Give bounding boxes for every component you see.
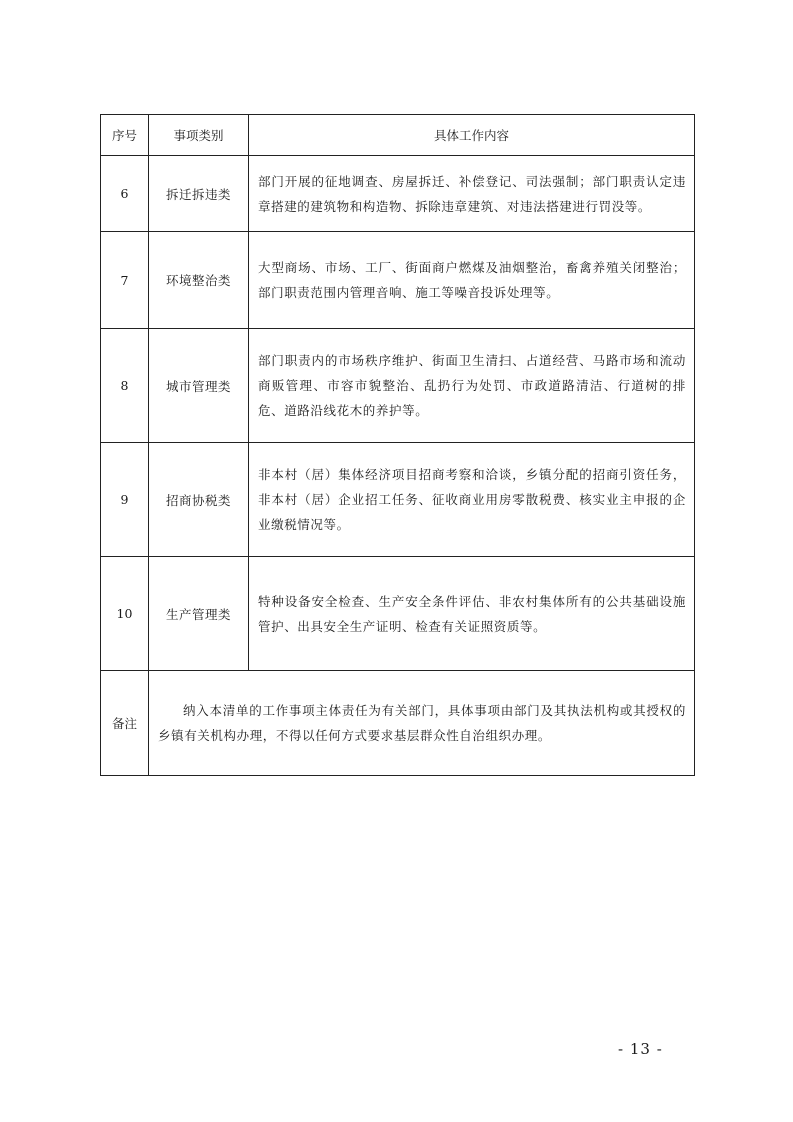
note-label: 备注 <box>101 671 149 776</box>
header-content: 具体工作内容 <box>249 115 695 156</box>
row-num: 8 <box>101 329 149 443</box>
header-num: 序号 <box>101 115 149 156</box>
row-category: 城市管理类 <box>149 329 249 443</box>
table-row <box>101 156 695 232</box>
header-category: 事项类别 <box>149 115 249 156</box>
table-row <box>101 557 695 671</box>
note-row <box>101 671 695 776</box>
table-row <box>101 329 695 443</box>
row-content: 非本村（居）集体经济项目招商考察和洽谈，乡镇分配的招商引资任务，非本村（居）企业招工任务、征收商业用房零散税费、核实业主申报的企业缴税情况等。 <box>249 443 695 557</box>
row-content: 部门开展的征地调查、房屋拆迁、补偿登记、司法强制；部门职责认定违章搭建的建筑物和构造物、拆除违章建筑、对违法搭建进行罚没等。 <box>249 156 695 232</box>
table-header-row <box>101 115 695 156</box>
note-content: 纳入本清单的工作事项主体责任为有关部门，具体事项由部门及其执法机构或其授权的乡镇有关机构办理，不得以任何方式要求基层群众性自治组织办理。 <box>149 671 695 776</box>
row-num: 7 <box>101 232 149 329</box>
row-num: 6 <box>101 156 149 232</box>
row-category: 生产管理类 <box>149 557 249 671</box>
page-number: - 13 - <box>618 1040 663 1058</box>
row-content: 特种设备安全检查、生产安全条件评估、非农村集体所有的公共基础设施管护、出具安全生产证明、检查有关证照资质等。 <box>249 557 695 671</box>
row-content: 部门职责内的市场秩序维护、街面卫生清扫、占道经营、马路市场和流动商贩管理、市容市貌整治、乱扔行为处罚、市政道路清洁、行道树的排危、道路沿线花木的养护等。 <box>249 329 695 443</box>
table-row <box>101 232 695 329</box>
table-row <box>101 443 695 557</box>
row-num: 10 <box>101 557 149 671</box>
row-category: 招商协税类 <box>149 443 249 557</box>
work-items-table <box>100 114 695 776</box>
row-category: 环境整治类 <box>149 232 249 329</box>
row-content: 大型商场、市场、工厂、街面商户燃煤及油烟整治，畜禽养殖关闭整治；部门职责范围内管理音响、施工等噪音投诉处理等。 <box>249 232 695 329</box>
row-category: 拆迁拆违类 <box>149 156 249 232</box>
row-num: 9 <box>101 443 149 557</box>
